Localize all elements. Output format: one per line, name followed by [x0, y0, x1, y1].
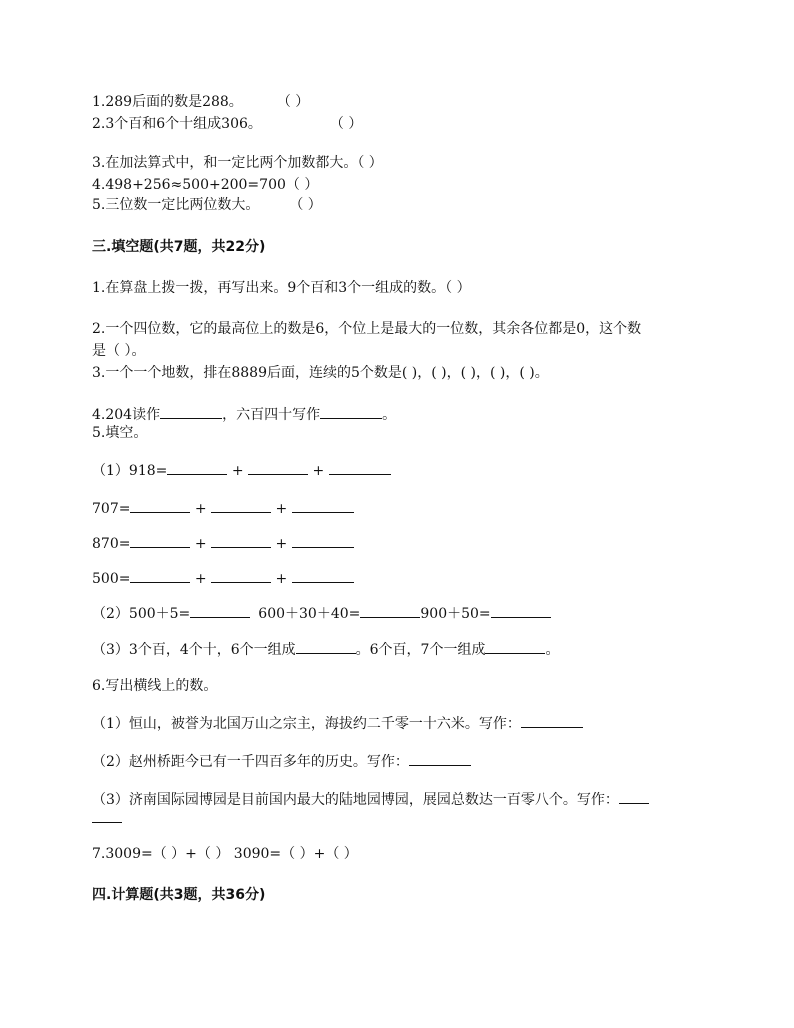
fill-item-5: 5.填空。 — [92, 425, 148, 441]
answer-blank[interactable] — [130, 568, 190, 583]
answer-blank[interactable] — [92, 808, 122, 823]
answer-blank[interactable] — [329, 460, 391, 475]
answer-blank[interactable] — [619, 789, 649, 804]
fill-item-7: 7.3009=（ ）+（ ） 3090=（ ）+（ ） — [92, 846, 358, 862]
fill-item-6: 6.写出横线上的数。 — [92, 678, 218, 694]
fill-item-6-3: （3）济南国际园博园是目前国内最大的陆地园博园，展园总数达一百零八个。写作： — [92, 789, 649, 809]
section-title-calc: 四.计算题(共3题，共36分) — [92, 887, 266, 903]
fill-item-2-line2: 是（ ）。 — [92, 343, 146, 359]
answer-blank[interactable] — [130, 533, 190, 548]
fill-row-500: 500= + + — [92, 568, 354, 588]
answer-blank[interactable] — [296, 639, 356, 654]
answer-blank[interactable] — [292, 498, 354, 513]
judge-item-4: 4.498+256≈500+200=700（ ） — [92, 177, 319, 193]
judge-item-5: 5.三位数一定比两位数大。 （ ） — [92, 197, 322, 213]
answer-blank[interactable] — [409, 751, 471, 766]
answer-blank[interactable] — [190, 603, 250, 618]
answer-blank[interactable] — [292, 533, 354, 548]
judge-item-2: 2.3个百和6个十组成306。 （ ） — [92, 116, 363, 132]
fill-item-5-3: （3）3个百，4个十，6个一组成 。6个百，7个一组成 。 — [92, 639, 559, 659]
fill-item-5-1: （1）918= + + — [92, 460, 391, 480]
answer-blank[interactable] — [485, 639, 545, 654]
answer-paren[interactable]: （ ） — [276, 94, 310, 110]
answer-blank[interactable] — [360, 603, 420, 618]
fill-item-6-3-continuation — [92, 808, 122, 828]
answer-blank[interactable] — [160, 404, 222, 419]
answer-blank[interactable] — [211, 568, 271, 583]
section-title-fill: 三.填空题(共7题，共22分) — [92, 239, 266, 255]
answer-blank[interactable] — [248, 460, 308, 475]
fill-item-6-1: （1）恒山，被誉为北国万山之宗主，海拔约二千零一十六米。写作： — [92, 713, 583, 733]
judge-item-1: 1.289后面的数是288。 （ ） — [92, 94, 310, 110]
fill-item-1: 1.在算盘上拨一拨，再写出来。9个百和3个一组成的数。（ ） — [92, 280, 471, 296]
fill-item-3: 3.一个一个地数，排在8889后面，连续的5个数是( )，( )，( )，( )，( )。 — [92, 365, 549, 381]
judge-item-3: 3.在加法算式中，和一定比两个加数都大。（ ） — [92, 155, 383, 171]
answer-blank[interactable] — [320, 404, 382, 419]
answer-blank[interactable] — [491, 603, 551, 618]
answer-blank[interactable] — [211, 498, 271, 513]
fill-item-2-line1: 2.一个四位数，它的最高位上的数是6，个位上是最大的一位数，其余各位都是0，这个数 — [92, 321, 642, 337]
answer-blank[interactable] — [521, 713, 583, 728]
answer-blank[interactable] — [130, 498, 190, 513]
answer-blank[interactable] — [167, 460, 227, 475]
fill-item-6-2: （2）赵州桥距今已有一千四百多年的历史。写作： — [92, 751, 471, 771]
answer-paren[interactable]: （ ） — [329, 116, 363, 132]
fill-row-870: 870= + + — [92, 533, 354, 553]
answer-blank[interactable] — [211, 533, 271, 548]
answer-paren[interactable]: （ ） — [289, 197, 322, 213]
fill-item-5-2: （2）500＋5= 600＋30＋40= 900＋50= — [92, 603, 551, 623]
fill-row-707: 707= + + — [92, 498, 354, 518]
answer-blank[interactable] — [292, 568, 354, 583]
fill-item-4: 4.204读作 ，六百四十写作 。 — [92, 404, 396, 424]
